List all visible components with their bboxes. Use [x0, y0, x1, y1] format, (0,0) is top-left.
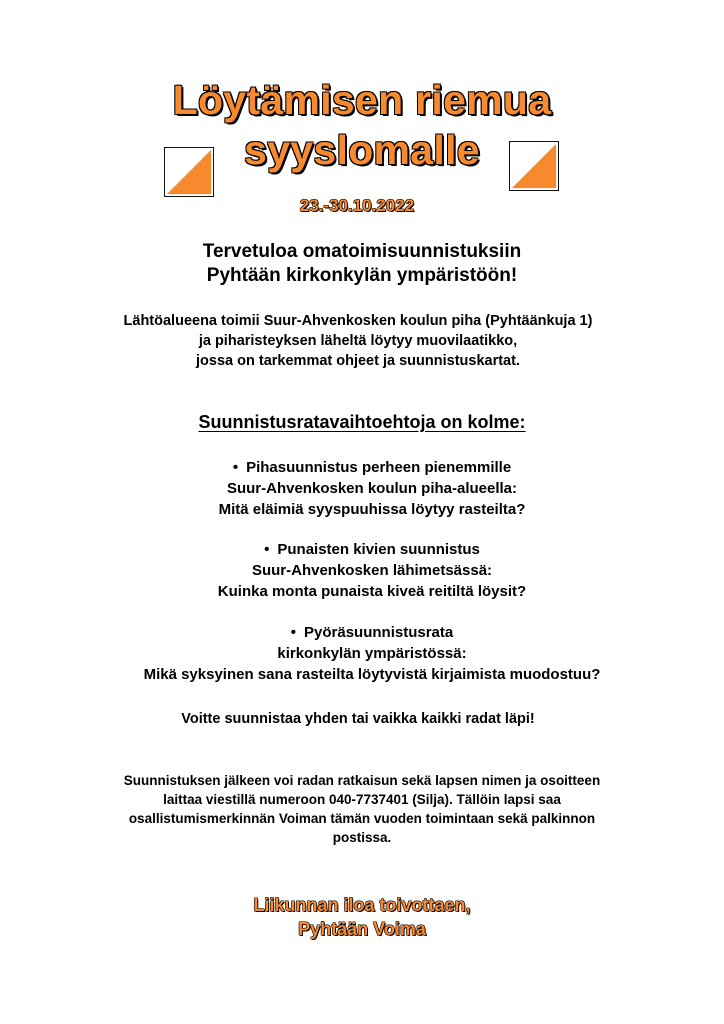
- closing-greeting: [0, 893, 724, 941]
- option-question: Kuinka monta punaista kiveä reitiltä löysit?: [217, 583, 527, 600]
- orienteering-flag-icon: [164, 147, 214, 197]
- title-line-1: Löytämisen riemua: [172, 77, 552, 123]
- intro-paragraph: [0, 311, 720, 371]
- after-line-1: Suunnistuksen jälkeen voi radan ratkaisun sekä lapsen nimen ja osoitteen: [123, 773, 601, 788]
- bullet-icon: •: [232, 459, 239, 476]
- option-location: Suur-Ahvenkosken koulun piha-alueella:: [226, 480, 518, 497]
- option-location: Suur-Ahvenkosken lähimetsässä:: [251, 562, 493, 579]
- try-all-text: Voitte suunnistaa yhden tai vaikka kaikki radat läpi!: [181, 711, 535, 727]
- title-line-2: syyslomalle: [244, 127, 480, 173]
- option-title: Punaisten kivien suunnistus: [277, 541, 480, 558]
- intro-line-2: ja piharisteyksen läheltä löytyy muovilaatikko,: [198, 333, 518, 349]
- after-line-3: osallistumismerkinnän Voiman tämän vuoden toimintaan sekä palkinnon: [128, 811, 596, 826]
- after-instructions: [0, 771, 724, 847]
- option-item: [10, 539, 724, 602]
- after-line-4: postissa.: [332, 830, 392, 845]
- after-line-2: laittaa viestillä numeroon 040-7737401 (Silja). Tällöin lapsi saa: [163, 792, 561, 807]
- option-title: Pihasuunnistus perheen pienemmille: [246, 459, 512, 476]
- bullet-icon: •: [264, 541, 270, 558]
- welcome-text: [0, 240, 724, 288]
- welcome-line-2: Pyhtään kirkonkylän ympäristöön!: [206, 265, 518, 286]
- intro-line-1: Lähtöalueena toimii Suur-Ahvenkosken koulun piha (Pyhtäänkuja 1): [123, 313, 593, 329]
- bullet-icon: •: [290, 624, 297, 641]
- option-location: kirkonkylän ympäristössä:: [277, 645, 467, 662]
- option-question: Mikä syksyinen sana rasteilta löytyvistä kirjaimista muodostuu?: [143, 666, 601, 683]
- closing-line-2: Pyhtään Voima: [298, 919, 426, 939]
- option-item: [10, 622, 724, 685]
- option-question: Mitä eläimiä syyspuuhissa löytyy rasteilta?: [218, 501, 526, 518]
- orienteering-flag-icon: [509, 141, 559, 191]
- options-heading: Suunnistusratavaihtoehtoja on kolme:: [198, 412, 526, 432]
- option-item: [10, 457, 724, 520]
- closing-line-1: Liikunnan iloa toivottaen,: [253, 895, 471, 915]
- event-date: 23.-30.10.2022: [299, 196, 415, 215]
- welcome-line-1: Tervetuloa omatoimisuunnistuksiin: [202, 241, 522, 262]
- intro-line-3: jossa on tarkemmat ohjeet ja suunnistuskartat.: [196, 353, 520, 369]
- option-title: Pyöräsuunnistusrata: [304, 624, 454, 641]
